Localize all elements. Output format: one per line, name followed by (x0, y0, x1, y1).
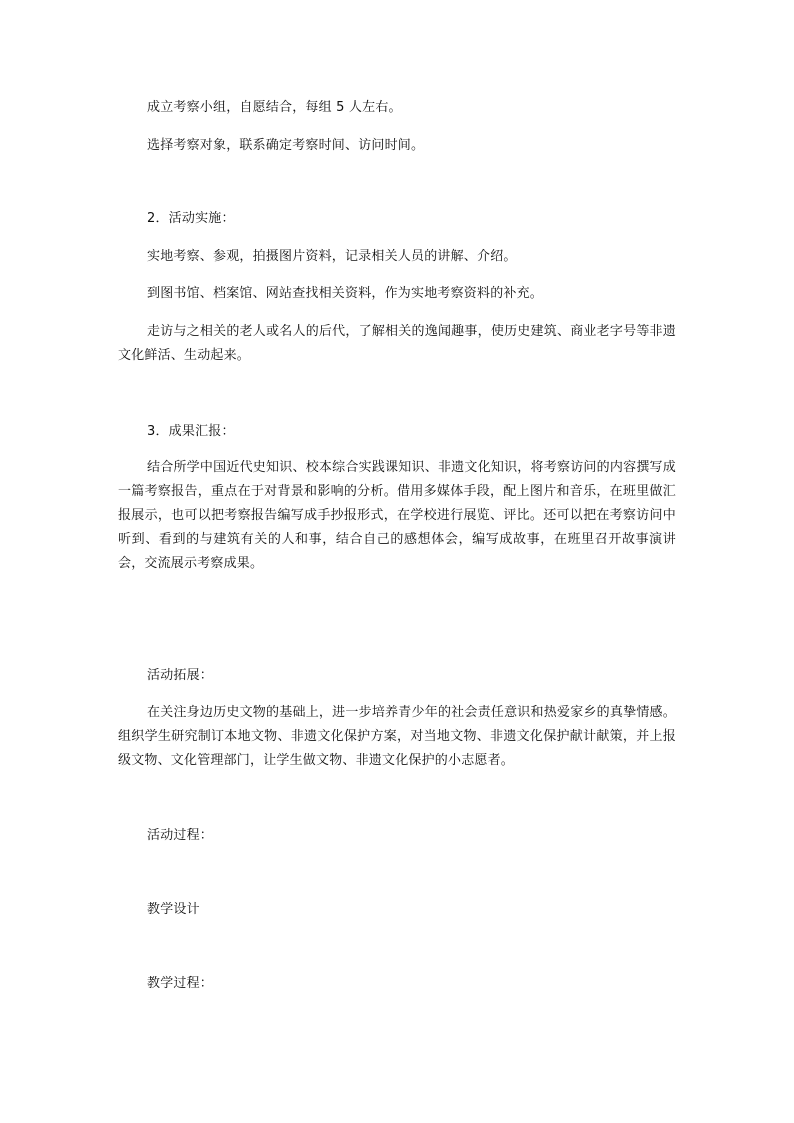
paragraph-extension-details: 在关注身边历史文物的基础上，进一步培养青少年的社会责任意识和热爱家乡的真挚情感。组织学生研究制订本地文物、非遗文化保护方案，对当地文物、非遗文化保护献计献策，并上报级文物、文化管理部门，让学生做文物、非遗文化保护的小志愿者。 (118, 705, 676, 768)
paragraph-interview-elders: 走访与之相关的老人或名人的后代，了解相关的逸闻趣事，使历史建筑、商业老字号等非遗文化鲜活、生动起来。 (118, 324, 676, 363)
section-heading-implementation: 2．活动实施： (147, 211, 235, 226)
text-line-field-visit: 实地考察、参观，拍摄图片资料，记录相关人员的讲解、介绍。 (147, 249, 517, 264)
paragraph-report-details: 结合所学中国近代史知识、校本综合实践课知识、非遗文化知识，将考察访问的内容撰写成一篇考察报告，重点在于对背景和影响的分析。借用多媒体手段，配上图片和音乐，在班里做汇报展示，也可以把考察报告编写成手抄报形式，在学校进行展览、评比。还可以把在考察访问中听到、看到的与建筑有关的人和事，结合自己的感想体会，编写成故事，在班里召开故事演讲会，交流展示考察成果。 (118, 460, 676, 571)
text-line-choose-target: 选择考察对象，联系确定考察时间、访问时间。 (147, 138, 425, 153)
section-heading-activity-process: 活动过程： (147, 828, 214, 843)
text-line-form-groups: 成立考察小组，自愿结合，每组 5 人左右。 (147, 100, 402, 115)
section-heading-report: 3．成果汇报： (147, 424, 235, 439)
section-heading-teaching-design: 教学设计 (147, 902, 200, 917)
section-heading-extension: 活动拓展： (147, 668, 214, 683)
section-heading-teaching-process: 教学过程： (147, 976, 214, 991)
text-line-library-research: 到图书馆、档案馆、网站查找相关资料，作为实地考察资料的补充。 (147, 286, 544, 301)
